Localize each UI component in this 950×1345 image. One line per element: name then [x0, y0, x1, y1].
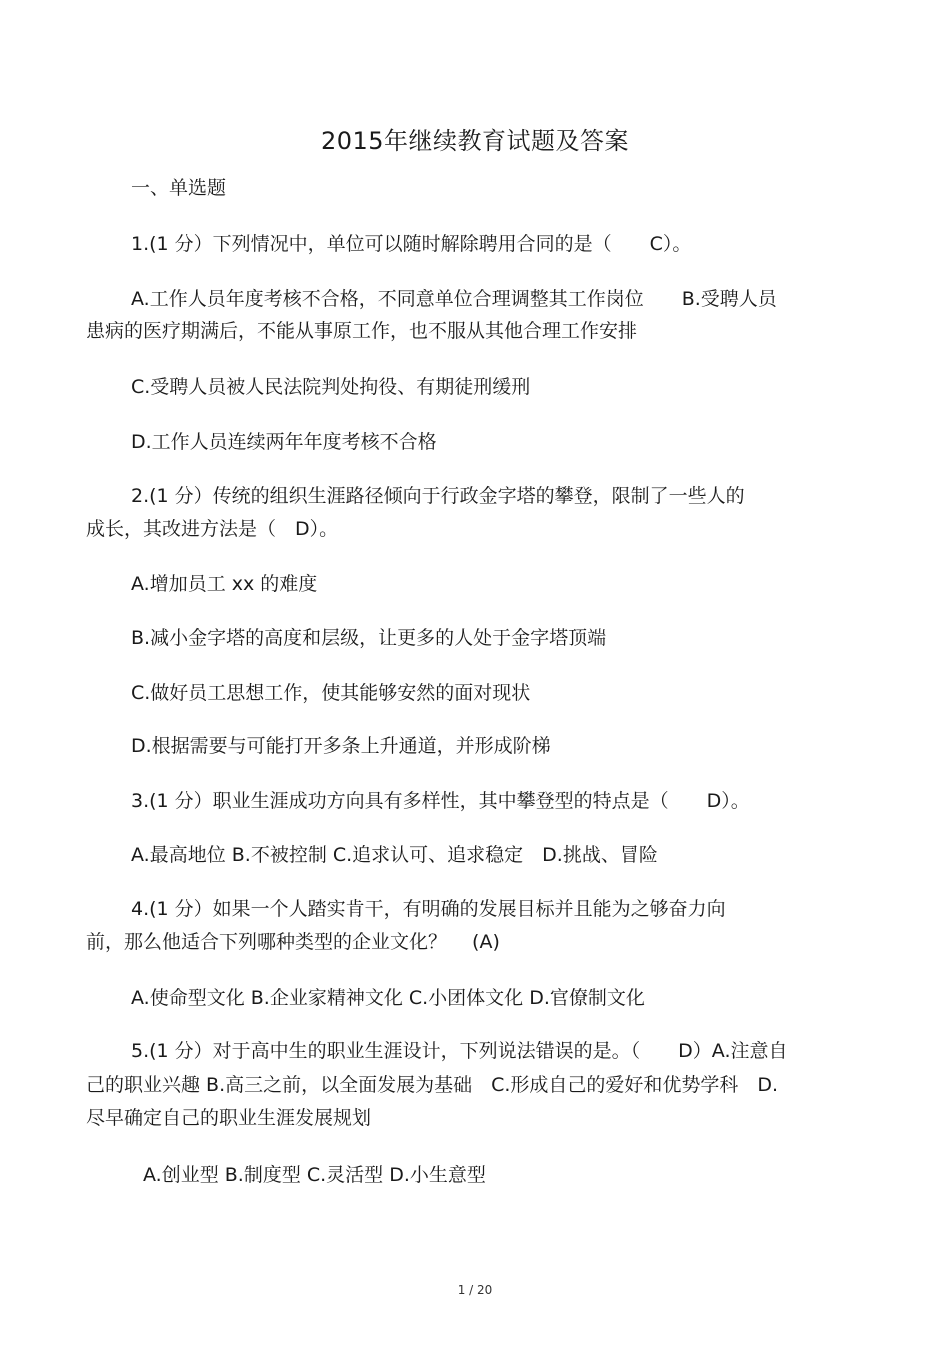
current-page: 1 [457, 1283, 466, 1297]
question-5-stem: 己的职业兴趣 B.高三之前，以全面发展为基础 C.形成自己的爱好和优势学科 D. [86, 1074, 779, 1096]
question-3-option: A.最高地位 B.不被控制 C.追求认可、追求稳定 D.挑战、冒险 [131, 844, 658, 866]
question-2-option: C.做好员工思想工作，使其能够安然的面对现状 [131, 682, 531, 704]
question-4-stem: 前，那么他适合下列哪种类型的企业文化？ (A) [86, 931, 500, 953]
question-5-stem: 尽早确定自己的职业生涯发展规划 [86, 1107, 372, 1129]
question-2-option: A.增加员工 xx 的难度 [131, 573, 318, 595]
question-4-stem: 4.(1 分）如果一个人踏实肯干，有明确的发展目标并且能为之够奋力向 [131, 898, 726, 920]
question-2-option: D.根据需要与可能打开多条上升通道，并形成阶梯 [131, 735, 551, 757]
page-number [0, 1282, 950, 1298]
question-3-stem: 3.(1 分）职业生涯成功方向具有多样性，其中攀登型的特点是（ D）。 [131, 790, 750, 812]
question-1-option: 患病的医疗期满后，不能从事原工作，也不服从其他合理工作安排 [86, 320, 638, 342]
page-title: 2015年继续教育试题及答案 [320, 127, 630, 155]
total-pages: 20 [477, 1283, 493, 1297]
question-1-option: D.工作人员连续两年年度考核不合格 [131, 431, 437, 453]
page-separator: / [469, 1283, 474, 1297]
section-heading: 一、单选题 [131, 177, 227, 199]
question-1-stem: 1.(1 分）下列情况中，单位可以随时解除聘用合同的是（ C）。 [131, 233, 692, 255]
question-5-stem: 5.(1 分）对于高中生的职业生涯设计，下列说法错误的是。（ D）A.注意自 [131, 1040, 788, 1062]
question-1-option: A.工作人员年度考核不合格，不同意单位合理调整其工作岗位 B.受聘人员 [131, 288, 777, 310]
question-1-option: C.受聘人员被人民法院判处拘役、有期徒刑缓刑 [131, 376, 531, 398]
question-4-option: A.使命型文化 B.企业家精神文化 C.小团体文化 D.官僚制文化 [131, 987, 645, 1009]
question-2-stem: 成长，其改进方法是（ D）。 [86, 518, 339, 540]
question-5-option: A.创业型 B.制度型 C.灵活型 D.小生意型 [143, 1164, 486, 1186]
question-2-option: B.减小金字塔的高度和层级，让更多的人处于金字塔顶端 [131, 627, 607, 649]
question-2-stem: 2.(1 分）传统的组织生涯路径倾向于行政金字塔的攀登，限制了一些人的 [131, 485, 745, 507]
